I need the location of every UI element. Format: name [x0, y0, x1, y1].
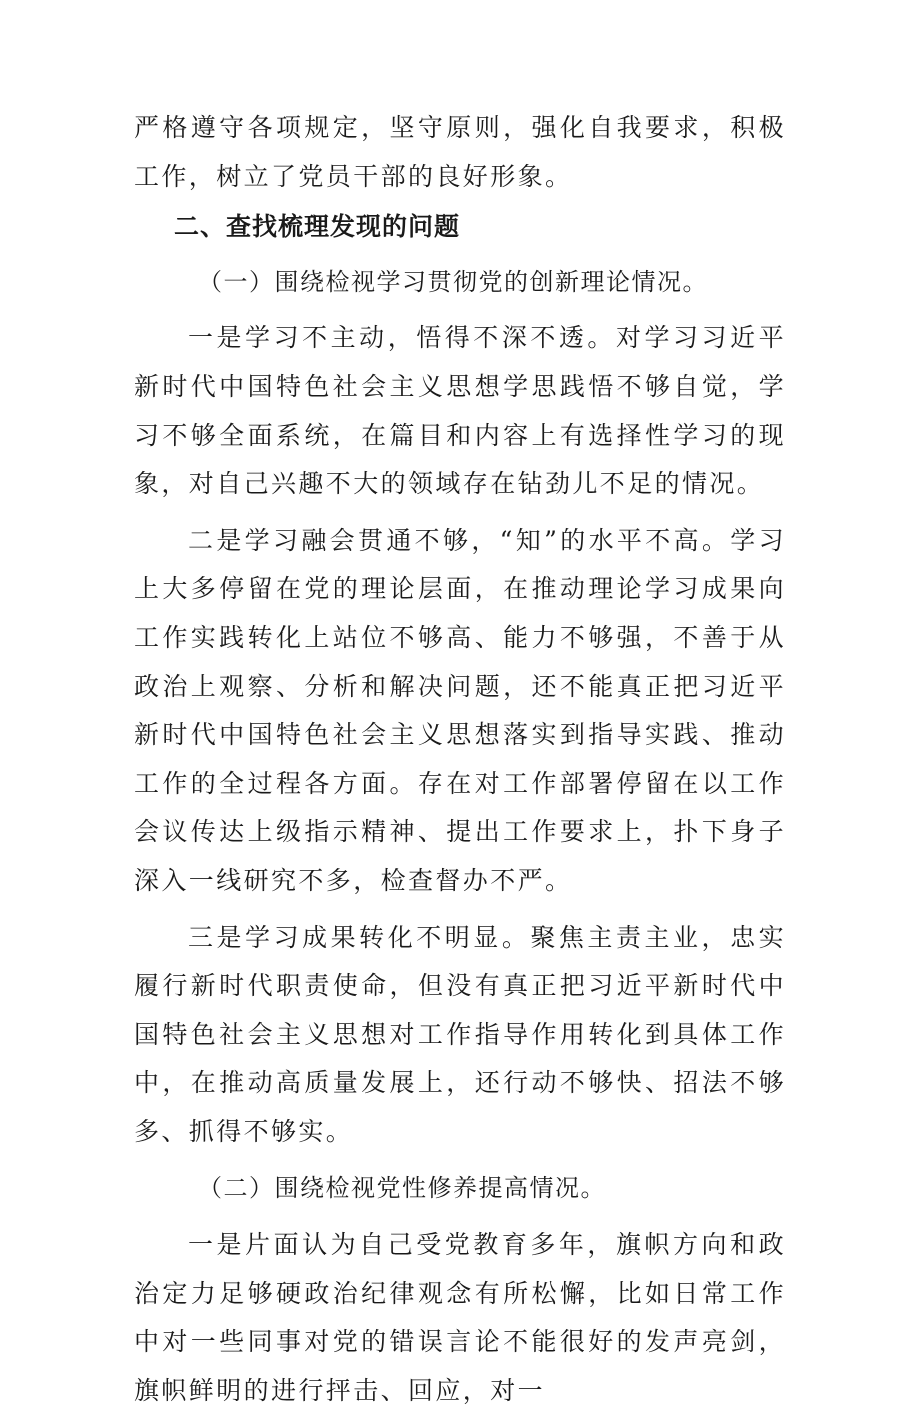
paragraph-problem-1: 一是学习不主动，悟得不深不透。对学习习近平新时代中国特色社会主义思想学思践悟不够自觉，学习不够全面系统，在篇目和内容上有选择性学习的现象，对自己兴趣不大的领域存在钻劲儿不足的情况。: [134, 323, 786, 499]
document-body: [134, 104, 786, 1415]
paragraph-problem-3: 三是学习成果转化不明显。聚焦主责主业，忠实履行新时代职责使命，但没有真正把习近平新时代中国特色社会主义思想对工作指导作用转化到具体工作中，在推动高质量发展上，还行动不够快、招法不够多、抓得不够实。: [134, 922, 786, 1146]
paragraph-problem-2: 二是学习融会贯通不够，“知”的水平不高。学习上大多停留在党的理论层面，在推动理论学习成果向工作实践转化上站位不够高、能力不够强，不善于从政治上观察、分析和解决问题，还不能真正把习近平新时代中国特色社会主义思想落实到指导实践、推动工作的全过程各方面。存在对工作部署停留在以工作会议传达上级指示精神、提出工作要求上，扑下身子深入一线研究不多，检查督办不严。: [134, 525, 786, 895]
paragraph-problem-4: 一是片面认为自己受党教育多年，旗帜方向和政治定力足够硬政治纪律观念有所松懈，比如日常工作中对一些同事对党的错误言论不能很好的发声亮剑，旗帜鲜明的进行抨击、回应，对一: [134, 1230, 786, 1405]
subsection-heading-1: （一）围绕检视学习贯彻党的创新理论情况。: [198, 267, 708, 296]
paragraph-continuation: 严格遵守各项规定，坚守原则，强化自我要求，积极工作，树立了党员干部的良好形象。: [134, 113, 786, 191]
section-heading-2: 二、查找梳理发现的问题: [174, 212, 461, 242]
subsection-heading-2: （二）围绕检视党性修养提高情况。: [198, 1174, 606, 1203]
